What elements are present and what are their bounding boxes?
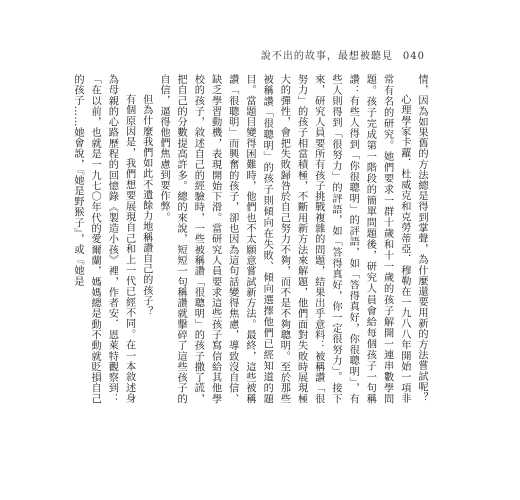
paragraph: 心理學家卡蘿．杜威克和克勞蒂亞．穆勒在一九八八年開始一項非常有名的研究。她們要求一群十歲和十一歲的孩子解開一連串數學問題。孩子完成第一階段的簡單問題後，研究人員會給每個孩子一句稱讚：有些人得到「你很聰明」的評語，如「答得真好，你很聰明」，有些人則得到「很努力」的評語，如「答得真好，你一定很努力」。接下來，研究人員要所有孩子挑戰複雜的問題，結果出乎意料：被稱讚「很努力」的孩子相當積極，不斷用新方法來解題，他們面對失敗時展現極大的彈性，會把失敗歸咎於自己努力不夠，而不是不夠聰明。至於那些被稱讚「很聰明」的孩子則傾向在失敗、傾向選擇他們已經知道的題目。當題目變得困難時，他們也不太願意嘗試新方法。最終，這些被稱讚「很聰明」而興奮的孩子，卻也因為這句話變得焦慮，導致沒自信、缺乏學習動機，表現開始下滑。當研究人員要求這些孩子寫信給其他學校的孩子，敘述自己的經驗時，一些被稱讚「很聰明」的孩子撒了謊，把自己的分數提高許多。總的來說，短短一句稱讚就擊碎了這些孩子的自信，逼得他們焦慮到要作弊。	[157, 74, 410, 404]
paragraph: 有個原因是，我們想要展現自己和上一代已經不同。在一本敘述身為母親的心路歷程的回憶錄《製造小孩》裡，作者安．恩萊特觀察到：「在以前，也就是一九七〇年代的愛爾蘭，媽媽總是動不動就貶損自己的孩子……她會說，『她是野猴子』，或『她是	[71, 74, 135, 404]
paragraph: 情，因為如果舊的方法總是得到掌聲，為什麼還要用新的方法嘗試呢？	[416, 74, 427, 403]
running-title: 說不出的故事，最想被聽見	[260, 51, 393, 62]
page-header	[261, 47, 425, 62]
page-number: 040	[402, 51, 425, 62]
paragraph: 但為什麼我們如此不遺餘力地稱讚自己的孩子？	[140, 94, 152, 317]
body-text-block	[71, 74, 430, 404]
vertical-text-column	[71, 74, 430, 404]
